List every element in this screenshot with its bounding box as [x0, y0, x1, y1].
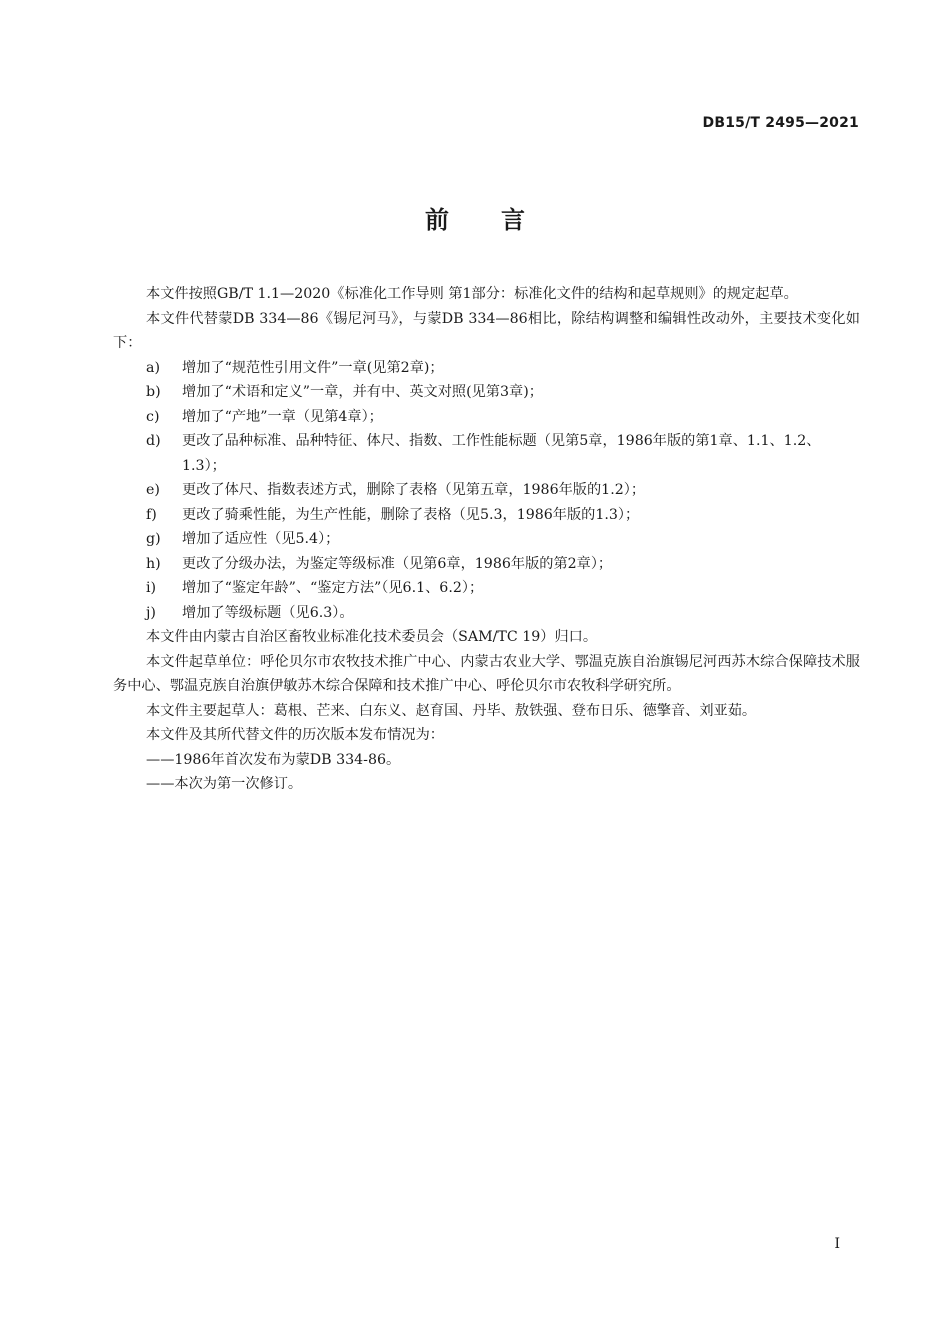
- list-item: [113, 552, 860, 577]
- paragraph-committee: 本文件由内蒙古自治区畜牧业标准化技术委员会（SAM/TC 19）归口。: [146, 629, 598, 645]
- list-text: 增加了“鉴定年龄”、“鉴定方法”（见6.1、6.2）；: [182, 580, 484, 596]
- list-text: 更改了分级办法，为鉴定等级标准（见第6章，1986年版的第2章）；: [182, 555, 613, 572]
- paragraph-drafters: 本文件主要起草人：葛根、芒来、白东义、赵育国、丹毕、敖铁强、登布日乐、德擎音、刘亚茹。: [146, 702, 757, 719]
- page-number: I: [834, 1236, 840, 1252]
- list-marker: d): [146, 433, 161, 449]
- list-item: [113, 380, 860, 405]
- list-text: 增加了“术语和定义”一章，并有中、英文对照(见第3章)；: [182, 384, 543, 400]
- list-marker: i): [146, 580, 157, 596]
- list-item: [113, 601, 860, 626]
- list-text: 增加了等级标题（见6.3）。: [182, 604, 354, 621]
- list-text: 更改了骑乘性能，为生产性能，删除了表格（见5.3，1986年版的1.3）；: [182, 506, 640, 523]
- list-text: 更改了品种标准、品种特征、体尺、指数、工作性能标题（见第5章，1986年版的第1章、1.1、1.2、1.3）；: [182, 433, 821, 474]
- list-item: [113, 503, 860, 528]
- history-item: ——1986年首次发布为蒙DB 334-86。: [146, 751, 401, 768]
- paragraph-drafting-units: 本文件起草单位：呼伦贝尔市农牧技术推广中心、内蒙古农业大学、鄂温克族自治旗锡尼河西苏木综合保障技术服务中心、鄂温克族自治旗伊敏苏木综合保障和技术推广中心、呼伦贝尔市农牧科学研究所。: [113, 653, 860, 694]
- list-item: [113, 478, 860, 503]
- list-item: [113, 429, 860, 478]
- list-marker: e): [146, 482, 160, 498]
- list-item: [113, 405, 860, 430]
- list-marker: b): [146, 384, 161, 400]
- document-code: DB15/T 2495—2021: [702, 115, 859, 131]
- paragraph-drafting-rules: 本文件按照GB/T 1.1—2020《标准化工作导则 第1部分：标准化文件的结构和起草规则》的规定起草。: [146, 286, 798, 302]
- technical-changes-list: [113, 356, 860, 626]
- list-marker: c): [146, 408, 160, 425]
- paragraph-version-history: 本文件及其所代替文件的历次版本发布情况为：: [146, 727, 444, 743]
- list-marker: f): [146, 506, 157, 523]
- list-marker: j): [146, 604, 156, 621]
- list-text: 增加了适应性（见5.4）；: [182, 531, 340, 547]
- paragraph-replacement: 本文件代替蒙DB 334—86《锡尼河马》，与蒙DB 334—86相比，除结构调整和编辑性改动外，主要技术变化如下：: [113, 310, 860, 351]
- history-item: ——本次为第一次修订。: [146, 776, 303, 792]
- list-item: [113, 527, 860, 552]
- list-text: 增加了“规范性引用文件”一章(见第2章)；: [182, 359, 444, 376]
- foreword-body: [113, 282, 860, 797]
- list-text: 增加了“产地”一章（见第4章）；: [182, 408, 383, 425]
- list-marker: g): [146, 531, 161, 547]
- list-item: [113, 576, 860, 601]
- list-marker: a): [146, 359, 160, 376]
- page-title: 前言: [425, 206, 577, 234]
- list-item: [113, 356, 860, 381]
- list-text: 更改了体尺、指数表述方式，删除了表格（见第五章，1986年版的1.2）；: [182, 482, 646, 498]
- list-marker: h): [146, 555, 161, 572]
